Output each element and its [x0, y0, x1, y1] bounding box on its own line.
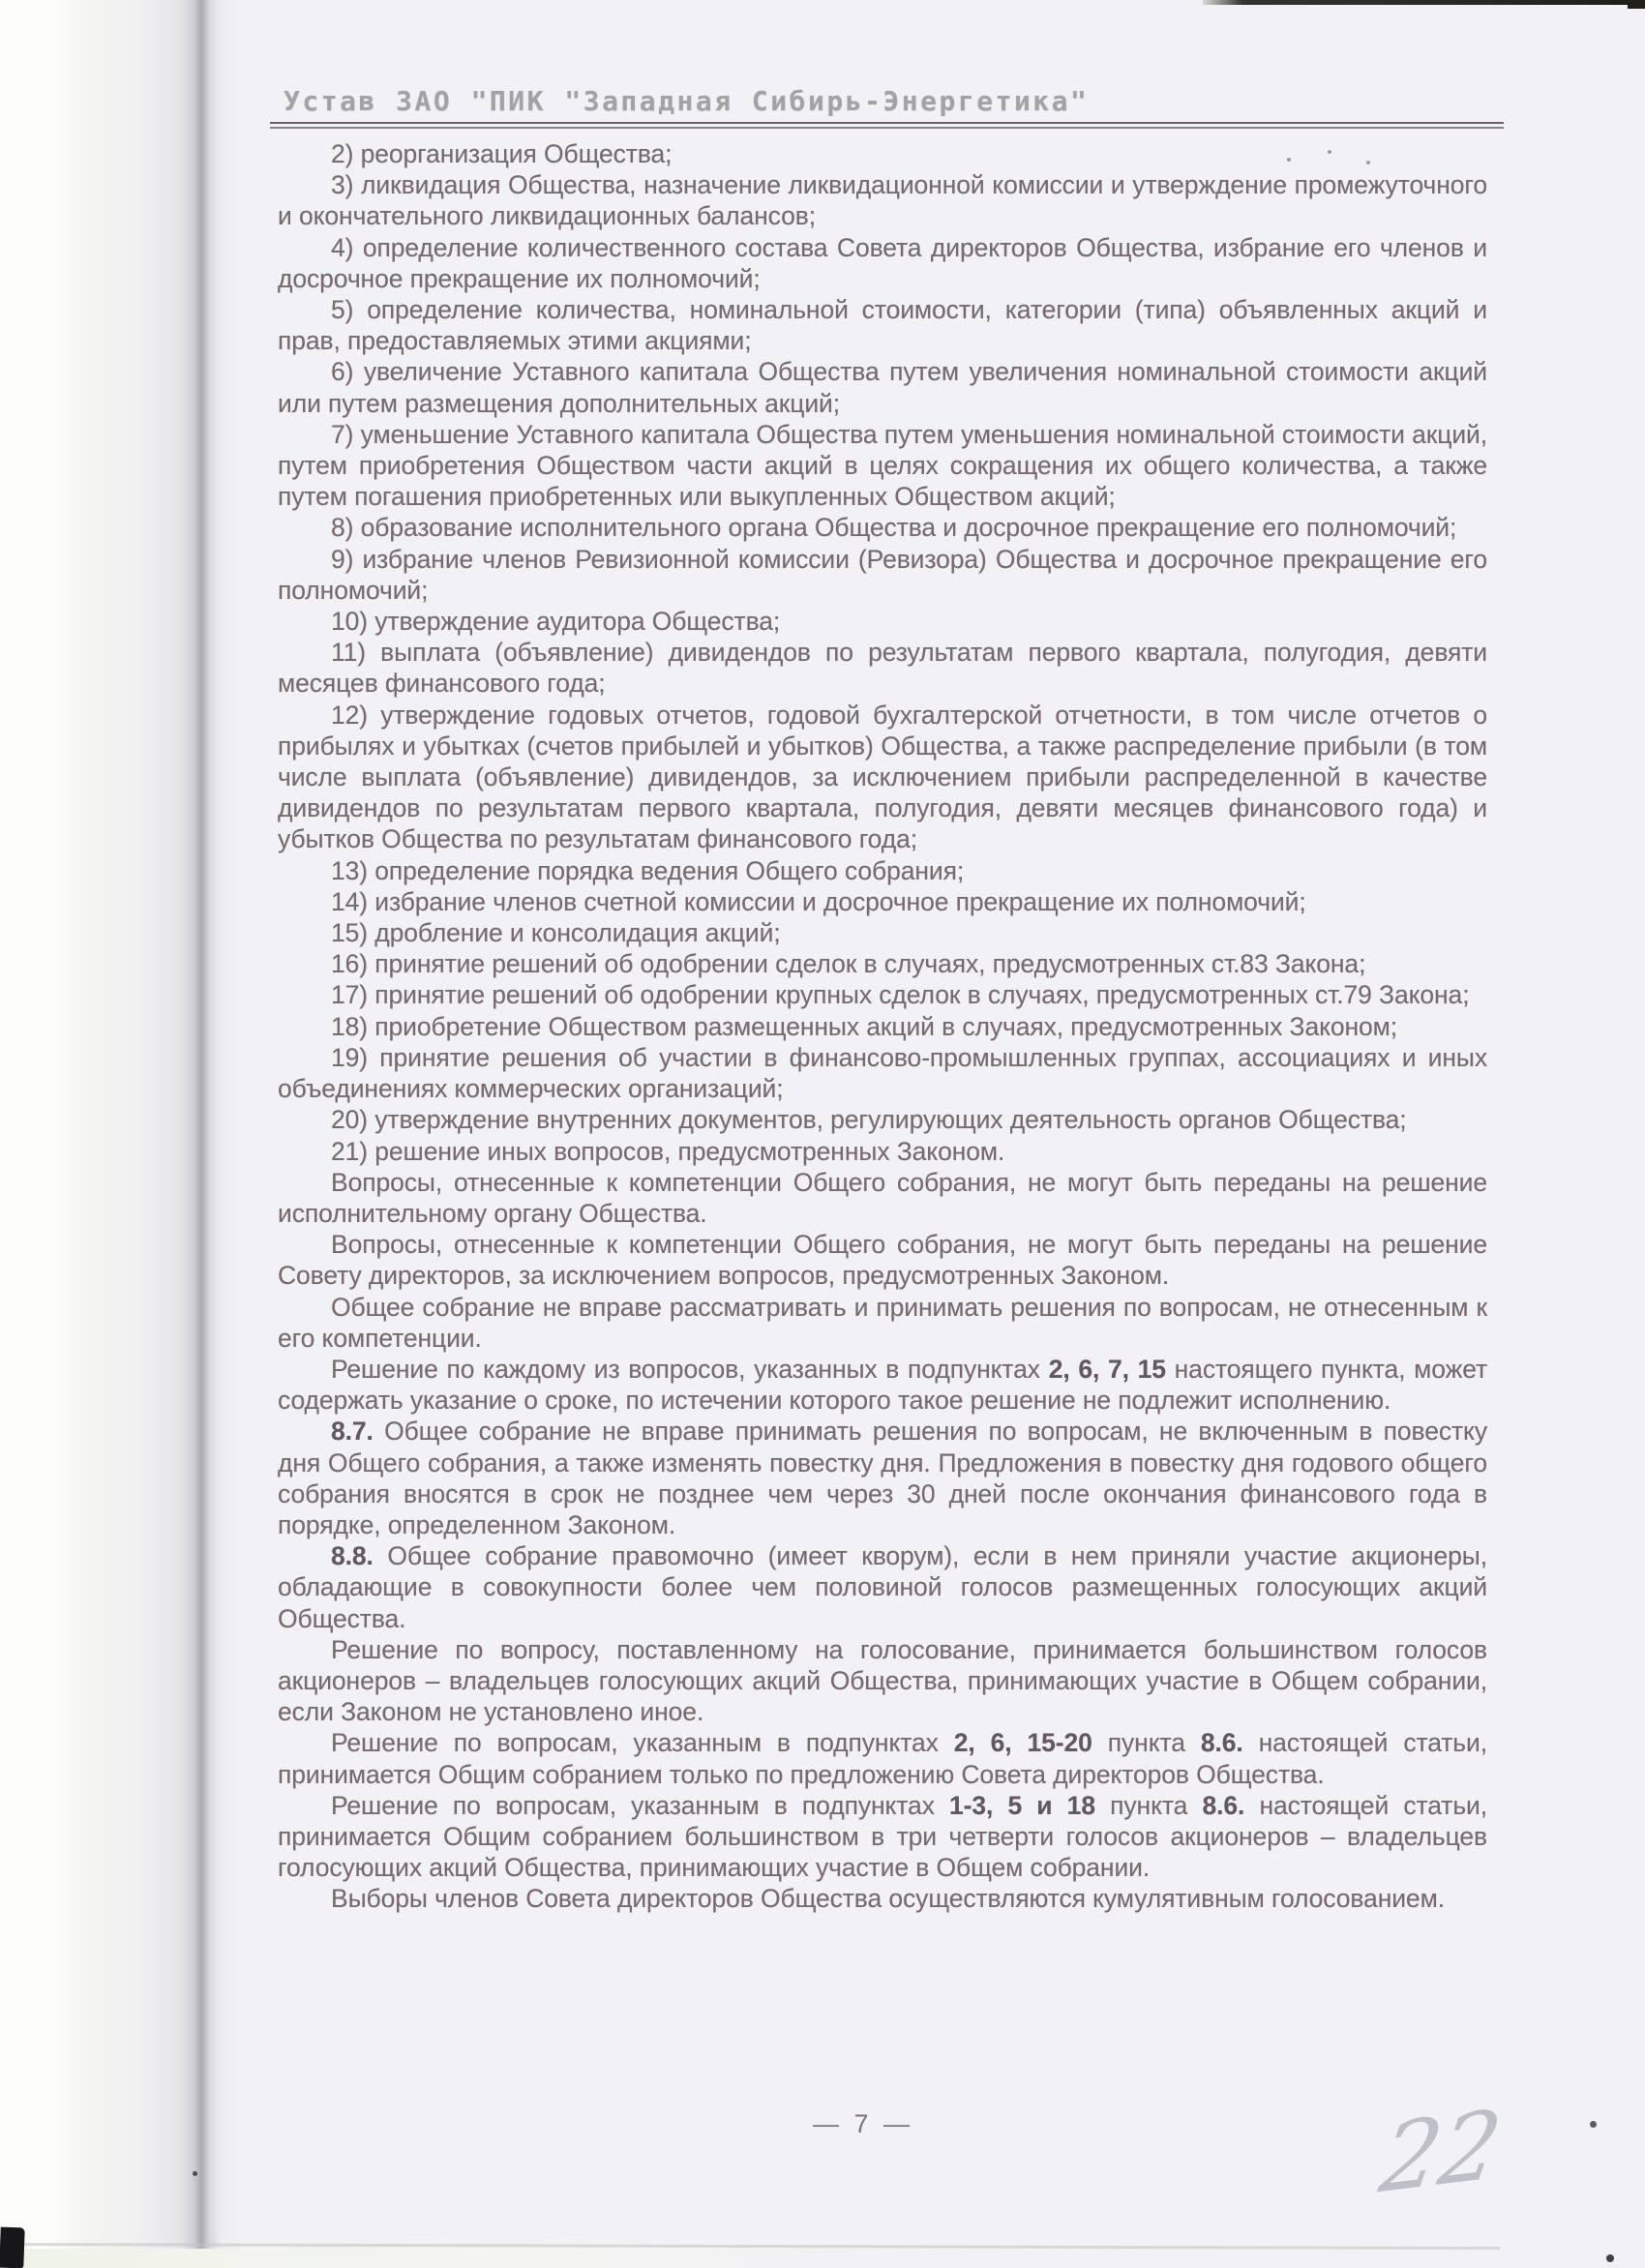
text-run: 2) реорганизация Общества; [331, 139, 673, 168]
paragraph [278, 512, 1487, 543]
text-run: 14) избрание членов счетной комиссии и досрочное прекращение их полномочий; [331, 886, 1306, 916]
text-run: 19) принятие решения об участии в финансово-промышленных группах, ассоциациях и иных объединениях коммерческих организаций; [278, 1042, 1487, 1104]
text-run: Решение по вопросу, поставленному на голосование, принимается большинством голосов акционеров – владельцев голосующих акций Общества, принимающих участие в Общем собрании, если Законом не установлено иное. [278, 1634, 1487, 1727]
paragraph [278, 1416, 1487, 1540]
text-run: 12) утверждение годовых отчетов, годовой бухгалтерской отчетности, в том числе отчетов о прибылях и убытках (счетов прибылей и убытков) Общества, а также распределение прибыли (в том числе выплата (объявление) дивидендов, за исключением прибыли распределенной в качестве дивидендов по результатам первого квартала, полугодия, девяти месяцев финансового года) и убытков Общества по результатам финансового года; [278, 700, 1487, 854]
bold-run: 2, 6, 7, 15 [1048, 1354, 1166, 1384]
paragraph [278, 232, 1487, 294]
scan-top-corner-artifact [1628, 0, 1645, 9]
paragraph [278, 1136, 1487, 1167]
text-run: Вопросы, отнесенные к компетенции Общего собрания, не могут быть переданы на решение Совету директоров, за исключением вопросов, предусмотренных Законом. [278, 1230, 1487, 1291]
page-number: — 7 — [813, 2109, 914, 2138]
scan-speck [1590, 2121, 1597, 2128]
text-run: Общее собрание не вправе принимать решения по вопросам, не включенным в повестку дня Общего собрания, а также изменять повестку дня. Предложения в повестку дня годового общего собрания вносятся в срок не позднее чем через 30 дней после окончания финансового года в порядке, определенном Законом. [278, 1417, 1487, 1539]
paragraph [278, 1104, 1487, 1135]
document-body [278, 138, 1487, 1915]
paragraph [278, 138, 1487, 169]
text-run: 10) утверждение аудитора Общества; [331, 607, 781, 637]
text-run: 4) определение количественного состава Совета директоров Общества, избрание его членов и досрочное прекращение их полномочий; [278, 232, 1487, 293]
paragraph [278, 606, 1487, 637]
bold-run: 2, 6, 15-20 [953, 1728, 1092, 1758]
text-run: Решение по каждому из вопросов, указанных в подпунктах [331, 1354, 1049, 1384]
text-run: 21) решение иных вопросов, предусмотренных Законом. [331, 1136, 1005, 1166]
paragraph [278, 700, 1487, 855]
text-run: 15) дробление и консолидация акций; [331, 918, 781, 948]
text-run: 18) приобретение Обществом размещенных акций в случаях, предусмотренных Законом; [331, 1011, 1398, 1041]
bold-run: 8.6. [1200, 1728, 1243, 1758]
text-run: Решение по вопросам, указанным в подпунктах [331, 1728, 954, 1758]
bold-run: 8.6. [1202, 1790, 1245, 1820]
scan-speck [1606, 2254, 1614, 2262]
text-run: 7) уменьшение Уставного капитала Общества путем уменьшения номинальной стоимости акций, путем приобретения Обществом части акций в целях сокращения их общего количества, а также путем погашения приобретенных или выкупленных Обществом акций; [278, 419, 1487, 512]
bold-run: 1-3, 5 и 18 [949, 1790, 1095, 1820]
text-run: Общее собрание правомочно (имеет кворум), если в нем приняли участие акционеры, обладающие в совокупности более чем половиной голосов размещенных голосующих акций Общества. [278, 1541, 1487, 1633]
text-run: 16) принятие решений об одобрении сделок в случаях, предусмотренных ст.83 Закона; [331, 949, 1366, 979]
text-run: 5) определение количества, номинальной стоимости, категории (типа) объявленных акций и прав, предоставляемых этими акциями; [278, 295, 1487, 356]
paragraph [278, 544, 1487, 606]
text-run: Общее собрание не вправе рассматривать и принимать решения по вопросам, не отнесенным к его компетенции. [278, 1292, 1487, 1353]
text-run: настоящей статьи, принимается Общим собранием только по предложению Совета директоров Общества. [278, 1728, 1487, 1789]
paragraph [278, 917, 1487, 948]
text-run: 11) выплата (объявление) дивидендов по результатам первого квартала, полугодия, девяти месяцев финансового года; [278, 638, 1487, 699]
paragraph [278, 1540, 1487, 1634]
paragraph [278, 1790, 1487, 1884]
paragraph [278, 1883, 1487, 1914]
text-run: 6) увеличение Уставного капитала Общества путем увеличения номинальной стоимости акций или путем размещения дополнительных акций; [278, 357, 1487, 418]
text-run: настоящего пункта, может содержать указание о сроке, по истечении которого такое решение не подлежит исполнению. [278, 1354, 1487, 1416]
bold-run: 8.7. [331, 1417, 374, 1447]
paragraph [278, 1354, 1487, 1416]
bold-run: 8.8. [331, 1541, 374, 1571]
text-run: 20) утверждение внутренних документов, регулирующих деятельность органов Общества; [331, 1105, 1407, 1135]
paragraph [278, 1011, 1487, 1042]
text-run: 9) избрание членов Ревизионной комиссии (Ревизора) Общества и досрочное прекращение его полномочий; [278, 544, 1487, 605]
paragraph [278, 1292, 1487, 1354]
page-left-edge-shadow [0, 0, 242, 2268]
text-run: настоящей статьи, принимается Общим собранием большинством в три четверти голосов акционеров – владельцев голосующих акций Общества, принимающих участие в Общем собрании. [278, 1790, 1487, 1883]
paragraph [278, 1167, 1487, 1229]
paragraph [278, 419, 1487, 513]
text-run: пункта [1094, 1790, 1203, 1820]
page-bottom-edge-strip [0, 2249, 832, 2268]
running-header-title: Устав ЗАО "ПИК "Западная Сибирь-Энергетика" [284, 85, 1090, 117]
text-run: 8) образование исполнительного органа Общества и досрочное прекращение его полномочий; [331, 513, 1457, 543]
handwritten-page-note: 22 [1373, 2089, 1509, 2215]
paragraph [278, 1727, 1487, 1789]
paragraph [278, 169, 1487, 231]
paragraph [278, 356, 1487, 418]
text-run: Решение по вопросам, указанным в подпунктах [331, 1790, 950, 1820]
paragraph [278, 855, 1487, 886]
paragraph [278, 1229, 1487, 1291]
paragraph [278, 948, 1487, 979]
text-run: 3) ликвидация Общества, назначение ликвидационной комиссии и утверждение промежуточного и окончательного ликвидационных балансов; [278, 170, 1487, 231]
paragraph [278, 979, 1487, 1010]
scan-top-edge-artifact [1203, 0, 1645, 5]
header-double-rule [270, 122, 1504, 129]
scan-bottom-corner-artifact [0, 2227, 25, 2268]
paragraph [278, 1634, 1487, 1728]
text-run: 13) определение порядка ведения Общего собрания; [331, 855, 965, 885]
text-run: Вопросы, отнесенные к компетенции Общего собрания, не могут быть переданы на решение исполнительному органу Общества. [278, 1167, 1487, 1228]
text-run: 17) принятие решений об одобрении крупных сделок в случаях, предусмотренных ст.79 Закона; [331, 980, 1470, 1010]
paragraph [278, 1042, 1487, 1104]
text-run: пункта [1092, 1728, 1201, 1758]
paragraph [278, 637, 1487, 699]
paragraph [278, 886, 1487, 917]
scan-speck [193, 2171, 197, 2176]
paragraph [278, 294, 1487, 356]
text-run: Выборы членов Совета директоров Общества осуществляются кумулятивным голосованием. [331, 1884, 1445, 1914]
